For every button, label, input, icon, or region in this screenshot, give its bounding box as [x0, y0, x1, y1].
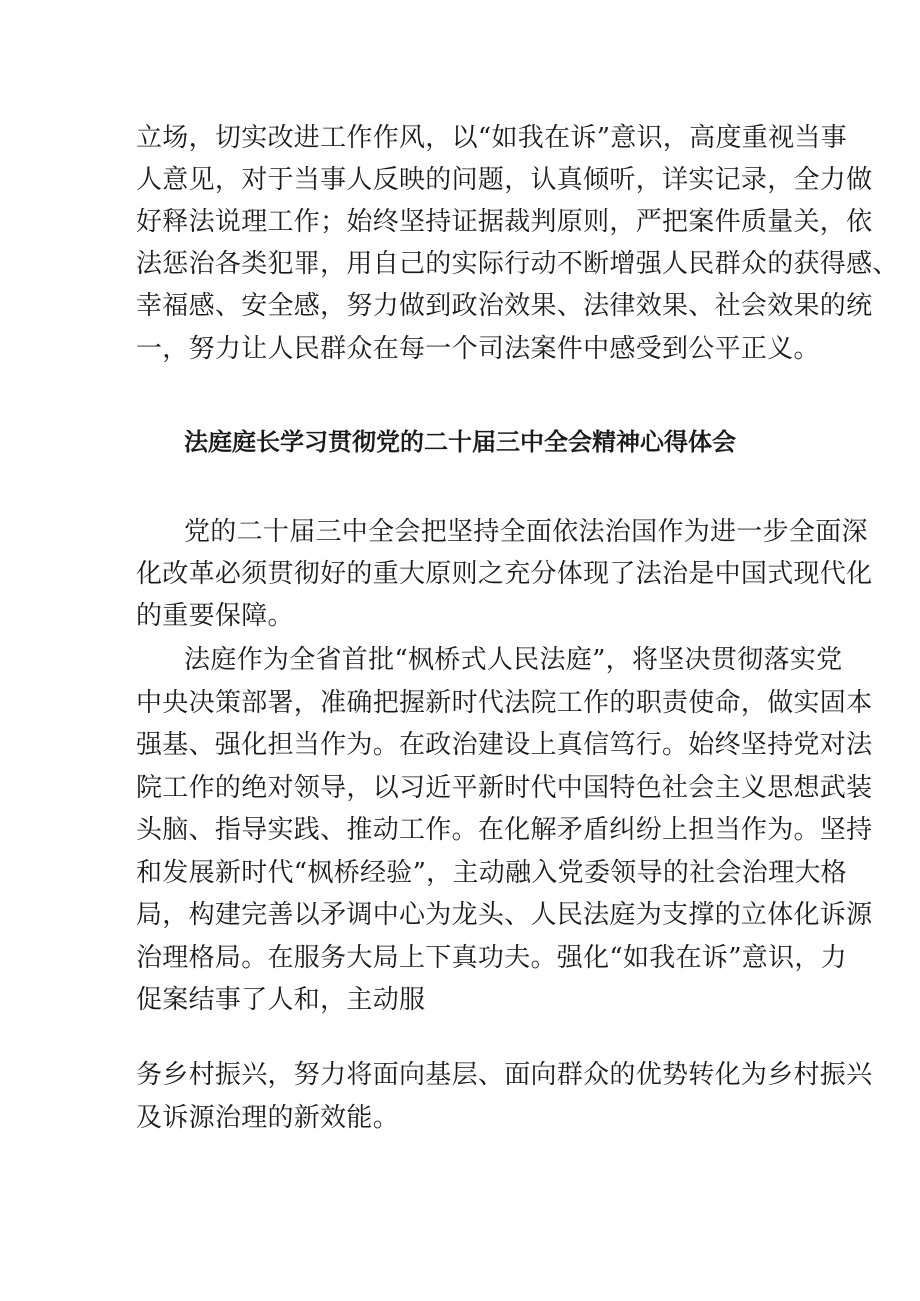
text-line: 党的二十届三中全会把坚持全面依法治国作为进一步全面深: [184, 517, 868, 547]
text-line: 院工作的绝对领导，以习近平新时代中国特色社会主义思想武装: [136, 773, 873, 803]
text-line: 法惩治各类犯罪，用自己的实际行动不断增强人民群众的获得感、: [136, 249, 899, 279]
text-line: 及诉源治理的新效能。: [136, 1103, 400, 1133]
text-line: 中央决策部署，准确把握新时代法院工作的职责使命，做实固本: [136, 688, 873, 718]
text-line: 治理格局。在服务大局上下真功夫。强化“如我在诉”意识，力: [136, 943, 847, 973]
text-line: 促案结事了人和，主动服: [136, 985, 426, 1015]
text-line: 化改革必须贯彻好的重大原则之充分体现了法治是中国式现代化: [136, 559, 873, 589]
text-line: 的重要保障。: [136, 601, 294, 631]
text-line: 一，努力让人民群众在每一个司法案件中感受到公平正义。: [136, 334, 820, 364]
text-line: 立场，切实改进工作作风，以“如我在诉”意识，高度重视当事: [136, 123, 847, 153]
text-line: 局，构建完善以矛调中心为龙头、人民法庭为支撑的立体化诉源: [136, 900, 873, 930]
section-heading: 法庭庭长学习贯彻党的二十届三中全会精神心得体会: [184, 428, 736, 456]
text-line: 人意见，对于当事人反映的问题，认真倾听，详实记录，全力做: [136, 165, 873, 195]
text-line: 头脑、指导实践、推动工作。在化解矛盾纠纷上担当作为。坚持: [136, 815, 873, 845]
text-line: 好释法说理工作；始终坚持证据裁判原则，严把案件质量关，依: [136, 207, 873, 237]
text-line: 务乡村振兴，努力将面向基层、面向群众的优势转化为乡村振兴: [136, 1060, 873, 1090]
text-line: 强基、强化担当作为。在政治建设上真信笃行。始终坚持党对法: [136, 730, 873, 760]
text-line: 和发展新时代“枫桥经验”，主动融入党委领导的社会治理大格: [136, 858, 847, 888]
text-line: 幸福感、安全感，努力做到政治效果、法律效果、社会效果的统: [136, 291, 873, 321]
text-line: 法庭作为全省首批“枫桥式人民法庭”，将坚决贯彻落实党: [184, 645, 843, 675]
